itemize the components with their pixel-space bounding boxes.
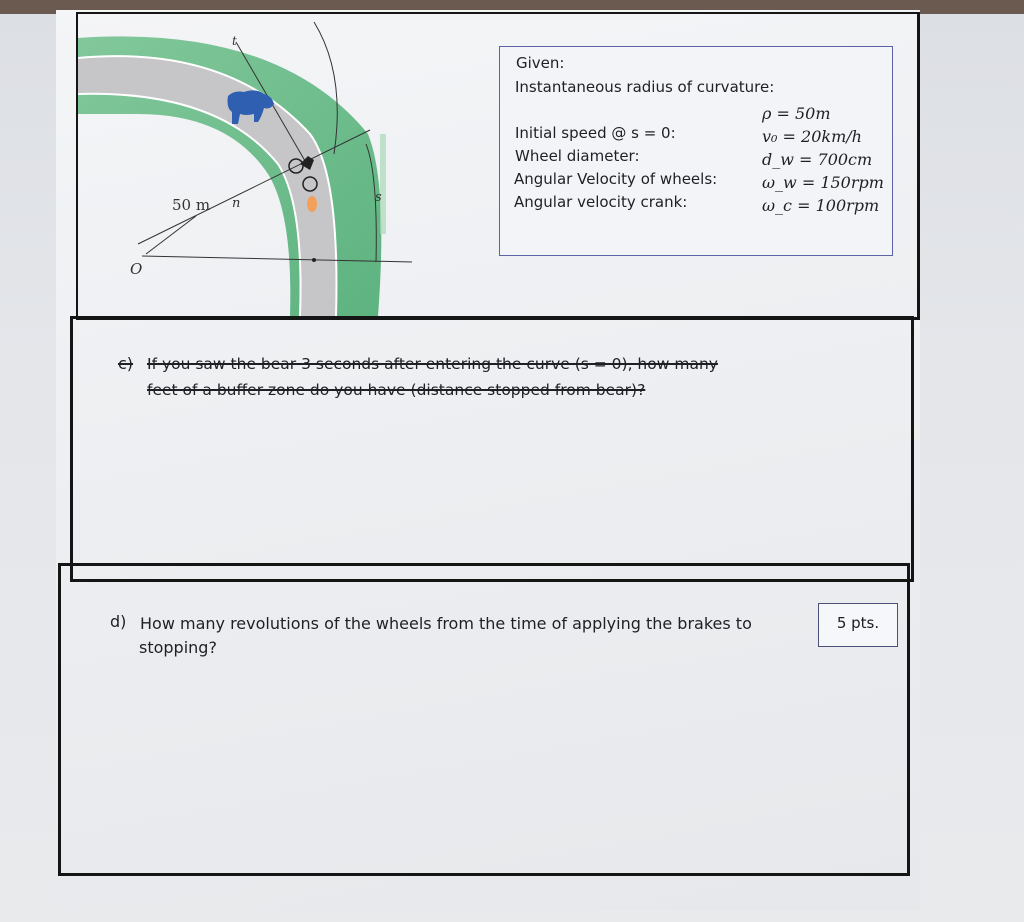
radius-label: 50 m <box>172 196 211 214</box>
given-heading: Given: <box>516 54 565 72</box>
wheel-angular-velocity-value: ω_w = 150rpm <box>762 173 884 192</box>
question-c-label: c) <box>118 354 134 373</box>
radius-of-curvature-label: Instantaneous radius of curvature: <box>515 78 775 96</box>
crank-angular-velocity-label: Angular velocity crank: <box>514 193 688 211</box>
initial-speed-label: Initial speed @ s = 0: <box>515 124 676 142</box>
question-d-frame <box>58 563 910 876</box>
points-badge <box>818 603 898 647</box>
wheel-diameter-label: Wheel diameter: <box>515 147 640 165</box>
wheel-diameter-value: d_w = 700cm <box>762 150 873 169</box>
question-c-line2: feet of a buffer zone do you have (distance stopped from bear)? <box>147 381 646 399</box>
normal-label: n <box>232 196 241 211</box>
points-text: 5 pts. <box>836 614 880 632</box>
question-d-label: d) <box>110 612 127 631</box>
tangent-label: t <box>232 34 237 48</box>
question-d-line1: How many revolutions of the wheels from the time of applying the brakes to <box>140 614 752 633</box>
crank-angular-velocity-value: ω_c = 100rpm <box>762 196 880 215</box>
origin-label: O <box>130 260 143 278</box>
wheel-angular-velocity-label: Angular Velocity of wheels: <box>514 170 718 188</box>
arc-length-label: s <box>375 190 382 205</box>
initial-speed-value: v₀ = 20km/h <box>762 127 862 146</box>
question-d-line2: stopping? <box>139 638 217 657</box>
question-c-line1: If you saw the bear 3 seconds after entering the curve (s = 0), how many <box>147 355 718 373</box>
radius-of-curvature-value: ρ = 50m <box>762 104 831 123</box>
